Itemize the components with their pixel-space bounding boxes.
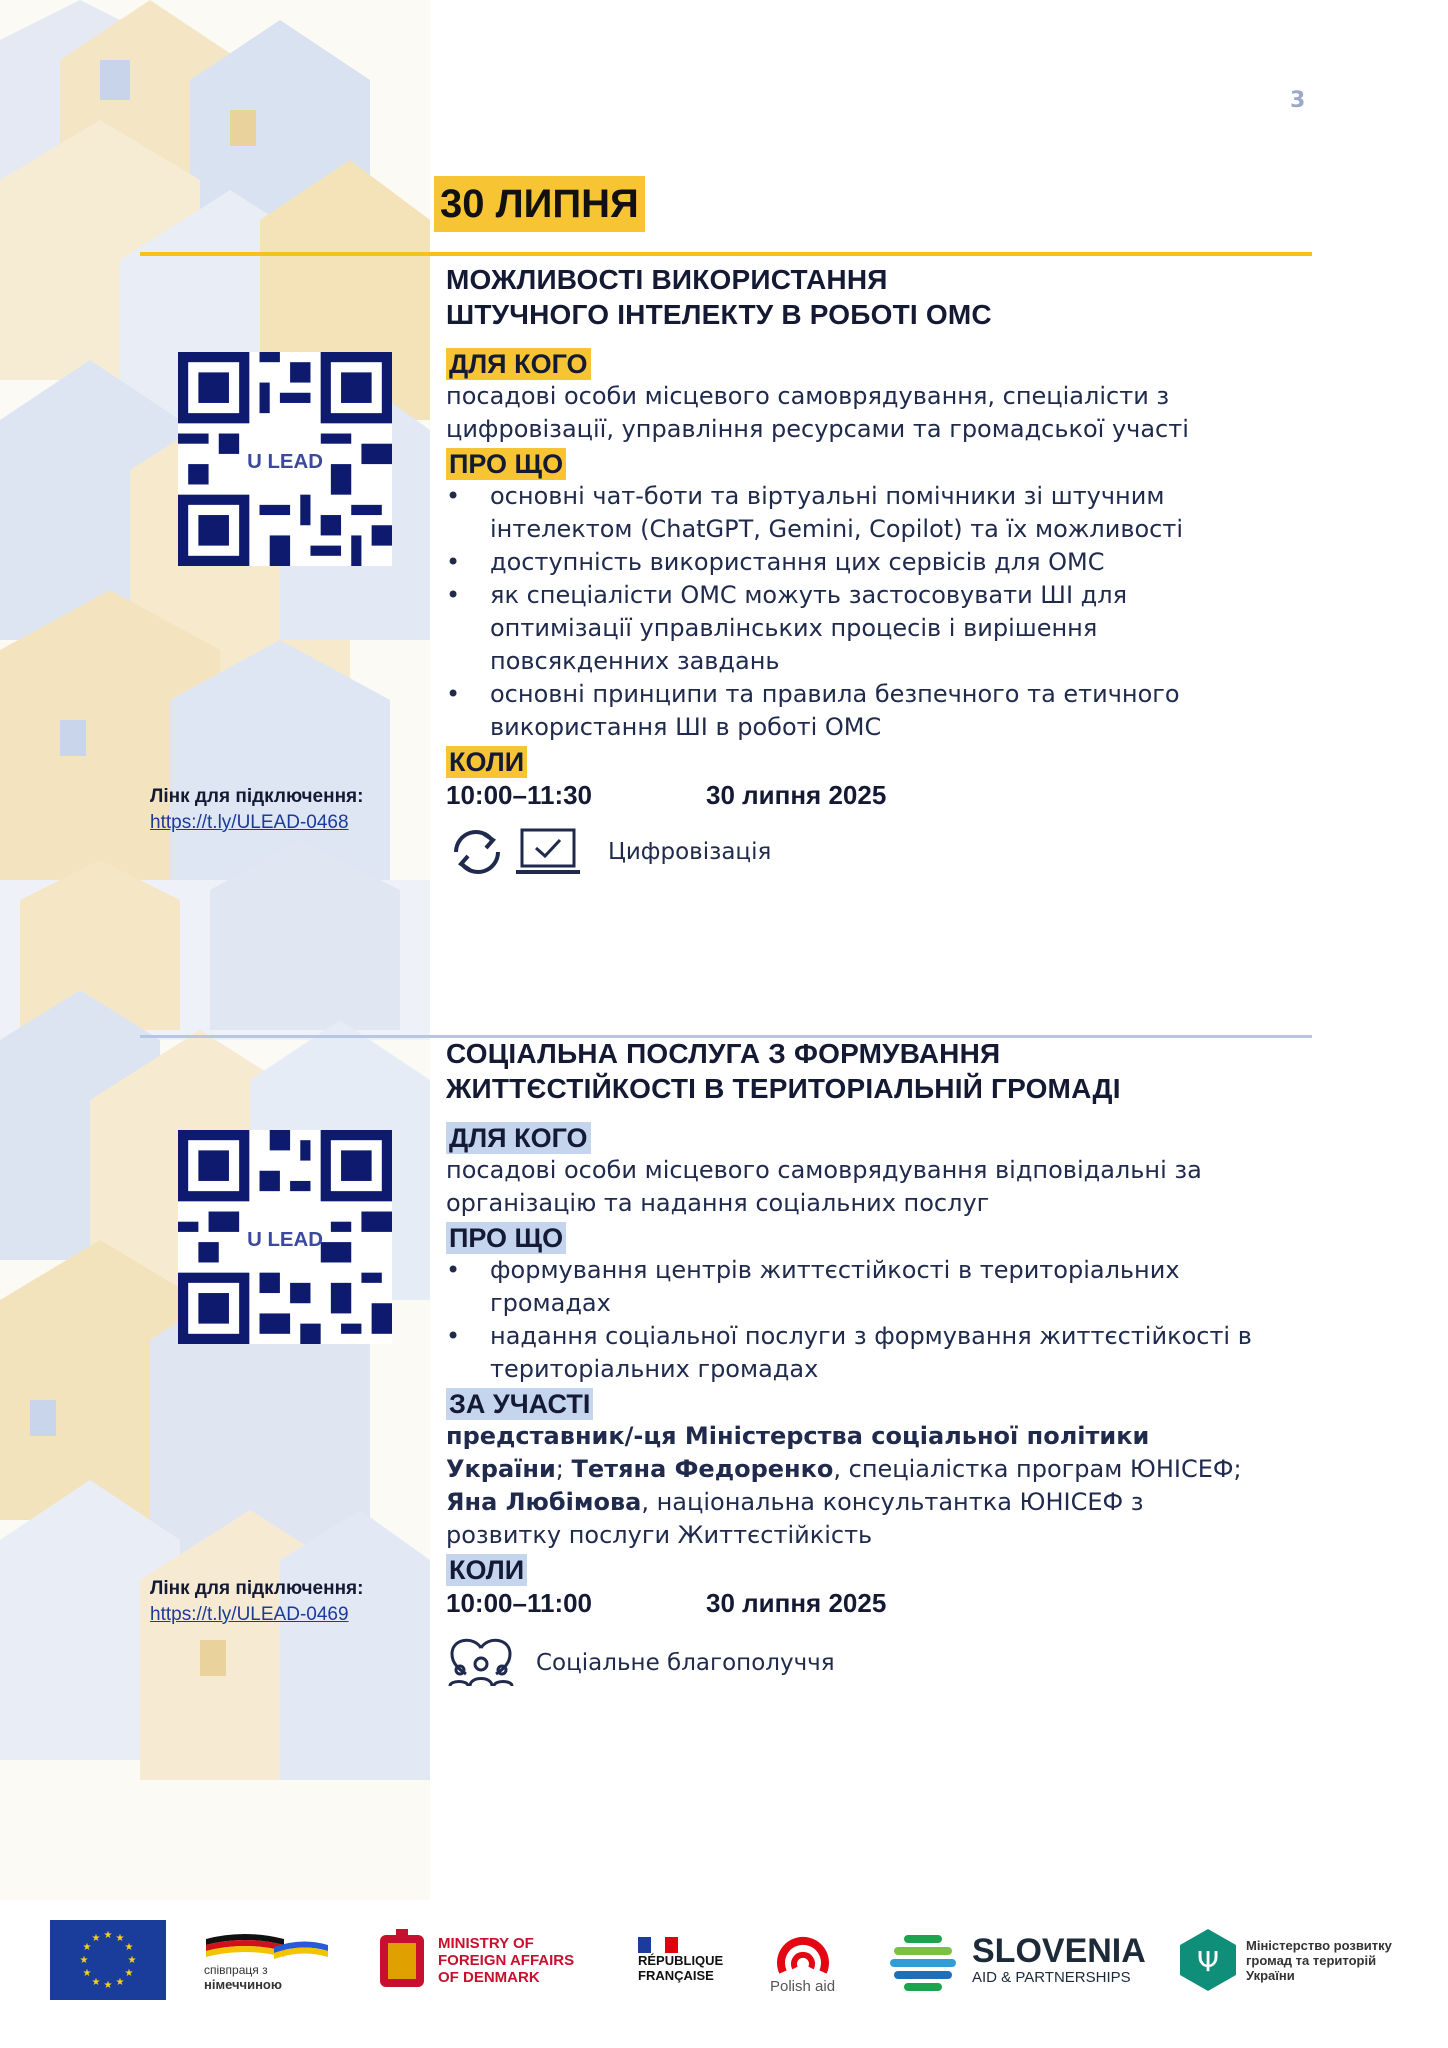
svg-text:★: ★	[124, 1942, 134, 1953]
denmark-logo-line: OF DENMARK	[438, 1968, 540, 1986]
germany-ukraine-flag-icon	[204, 1929, 330, 1963]
connection-link[interactable]: https://t.ly/ULEAD-0469	[150, 1604, 349, 1625]
for-whom-text: посадові особи місцевого самоврядування, спеціалісти з	[446, 382, 1170, 410]
topic-row	[446, 826, 1326, 878]
event-1	[446, 262, 1326, 878]
about-item: • основні принципи та правила безпечного та етичного використання ШІ в роботі ОМС	[446, 678, 1276, 744]
when-label: КОЛИ	[446, 1554, 527, 1586]
participants-text	[446, 1420, 1246, 1552]
event-title-line: ЖИТТЄСТІЙКОСТІ В ТЕРИТОРІАЛЬНІЙ ГРОМАДІ	[446, 1073, 1121, 1104]
link-title: Лінк для підключення:	[150, 1578, 364, 1599]
slovenia-logo	[890, 1910, 1146, 2010]
france-flag-icon	[638, 1937, 678, 1953]
when-row	[446, 778, 1326, 812]
for-whom-label: ДЛЯ КОГО	[446, 348, 591, 380]
ukraine-ministry-logo	[1180, 1910, 1392, 2010]
france-logo-line: RÉPUBLIQUE	[638, 1953, 724, 1968]
slovenia-logo-text	[972, 1933, 1146, 1987]
slovenia-logo-line: SLOVENIA	[972, 1932, 1146, 1970]
germany-logo-text: німеччиною	[204, 1976, 282, 1992]
for-whom-label: ДЛЯ КОГО	[446, 1122, 591, 1154]
partner-logos-footer	[0, 1910, 1448, 2020]
about-list	[446, 1254, 1326, 1386]
slovenia-logo-line: AID & PARTNERSHIPS	[972, 1969, 1131, 1986]
community-wellbeing-icon	[446, 1634, 516, 1692]
about-item: • формування центрів життєстійкості в територіальних громадах	[446, 1254, 1266, 1320]
svg-text:★: ★	[103, 1930, 113, 1941]
svg-text:★: ★	[115, 1977, 125, 1988]
france-logo-line: FRANÇAISE	[638, 1968, 714, 1983]
about-item: • надання соціальної послуги з формування життєстійкості в територіальних громадах	[446, 1320, 1326, 1386]
ministry-logo-line: громад та територій	[1246, 1952, 1377, 1968]
link-title: Лінк для підключення:	[150, 786, 364, 807]
for-whom-text: організацію та надання соціальних послуг	[446, 1189, 990, 1217]
denmark-logo-text	[438, 1935, 574, 1986]
connection-link[interactable]: https://t.ly/ULEAD-0468	[150, 812, 349, 833]
event-title-line: ШТУЧНОГО ІНТЕЛЕКТУ В РОБОТІ ОМС	[446, 299, 992, 330]
laptop-check-icon	[516, 826, 580, 878]
polish-aid-icon	[775, 1926, 831, 1978]
eu-flag-logo	[50, 1910, 166, 2010]
svg-text:★: ★	[127, 1955, 137, 1966]
qr-code[interactable]	[178, 1130, 392, 1344]
germany-cooperation-logo	[204, 1910, 330, 2010]
denmark-logo-line: FOREIGN AFFAIRS	[438, 1951, 575, 1969]
when-row	[446, 1586, 1326, 1620]
denmark-logo-line: MINISTRY OF	[438, 1934, 534, 1952]
for-whom-text: посадові особи місцевого самоврядування відповідальні за	[446, 1156, 1202, 1184]
about-item: • основні чат-боти та віртуальні помічники зі штучним інтелектом (ChatGPT, Gemini, Copilot) та їх можливості	[446, 480, 1276, 546]
about-item: • доступність використання цих сервісів для ОМС	[446, 546, 1326, 579]
participant-name: представник/-ця Міністерства соціальної політики України	[446, 1422, 1150, 1483]
when-label: КОЛИ	[446, 746, 527, 778]
polish-aid-text: Polish aid	[770, 1977, 836, 1995]
denmark-crest-icon	[378, 1929, 426, 1991]
event-time: 10:00–11:00	[446, 1588, 593, 1618]
participant-separator: ;	[555, 1455, 572, 1483]
section-divider-yellow	[140, 252, 1312, 256]
event-date: 30 липня 2025	[706, 780, 887, 810]
svg-text:★: ★	[79, 1955, 89, 1966]
germany-logo-text: співпраця з	[204, 1962, 268, 1977]
page-number: 3	[1290, 88, 1306, 113]
date-heading: 30 ЛИПНЯ	[434, 176, 645, 232]
eu-flag-icon	[50, 1920, 166, 2000]
polish-aid-logo	[770, 1910, 835, 2010]
link-block	[150, 784, 410, 836]
participant-role: , національна консультантка ЮНІСЕФ з розвитку послуги Життєстійкість	[446, 1488, 1144, 1549]
qr-logo: U LEAD	[247, 1229, 323, 1252]
denmark-mfa-logo	[378, 1910, 574, 2010]
event-time: 10:00–11:30	[446, 780, 593, 810]
event-title-line: СОЦІАЛЬНА ПОСЛУГА З ФОРМУВАННЯ	[446, 1038, 1001, 1069]
topic-label: Соціальне благополуччя	[536, 1650, 835, 1676]
topic-row	[446, 1634, 1326, 1692]
event-title-line: МОЖЛИВОСТІ ВИКОРИСТАННЯ	[446, 264, 888, 295]
topic-label: Цифровізація	[608, 839, 772, 865]
participant-name: Тетяна Федоренко	[571, 1455, 834, 1483]
about-label: ПРО ЩО	[446, 1222, 566, 1254]
svg-text:★: ★	[91, 1977, 101, 1988]
svg-text:★: ★	[82, 1968, 92, 1979]
qr-logo: U LEAD	[247, 451, 323, 474]
link-block	[150, 1576, 410, 1628]
slovenia-globe-icon	[890, 1927, 956, 1993]
participant-role: , спеціалістка програм ЮНІСЕФ;	[833, 1455, 1242, 1483]
event-2	[446, 1036, 1326, 1692]
svg-text:Ψ: Ψ	[1196, 1945, 1220, 1978]
svg-text:★: ★	[82, 1942, 92, 1953]
qr-code[interactable]	[178, 352, 392, 566]
ministry-logo-line: Міністерство розвитку	[1246, 1937, 1392, 1953]
svg-text:★: ★	[103, 1980, 113, 1991]
france-logo	[638, 1910, 723, 2010]
svg-text:★: ★	[115, 1933, 125, 1944]
ministry-logo-line: України	[1246, 1967, 1295, 1983]
participant-name: Яна Любімова	[446, 1488, 642, 1516]
about-item: • як спеціалісти ОМС можуть застосовувати ШІ для оптимізації управлінських процесів і вирішення повсякденних завдань	[446, 579, 1226, 678]
svg-text:★: ★	[91, 1933, 101, 1944]
svg-text:★: ★	[124, 1968, 134, 1979]
for-whom-text: цифровізації, управління ресурсами та громадської участі	[446, 415, 1189, 443]
event-date: 30 липня 2025	[706, 1588, 887, 1618]
refresh-icon	[446, 826, 508, 878]
about-label: ПРО ЩО	[446, 448, 566, 480]
participants-label: ЗА УЧАСТІ	[446, 1388, 593, 1420]
ukraine-trident-icon	[1180, 1929, 1236, 1991]
ministry-logo-text	[1246, 1938, 1392, 1983]
about-list	[446, 480, 1326, 744]
